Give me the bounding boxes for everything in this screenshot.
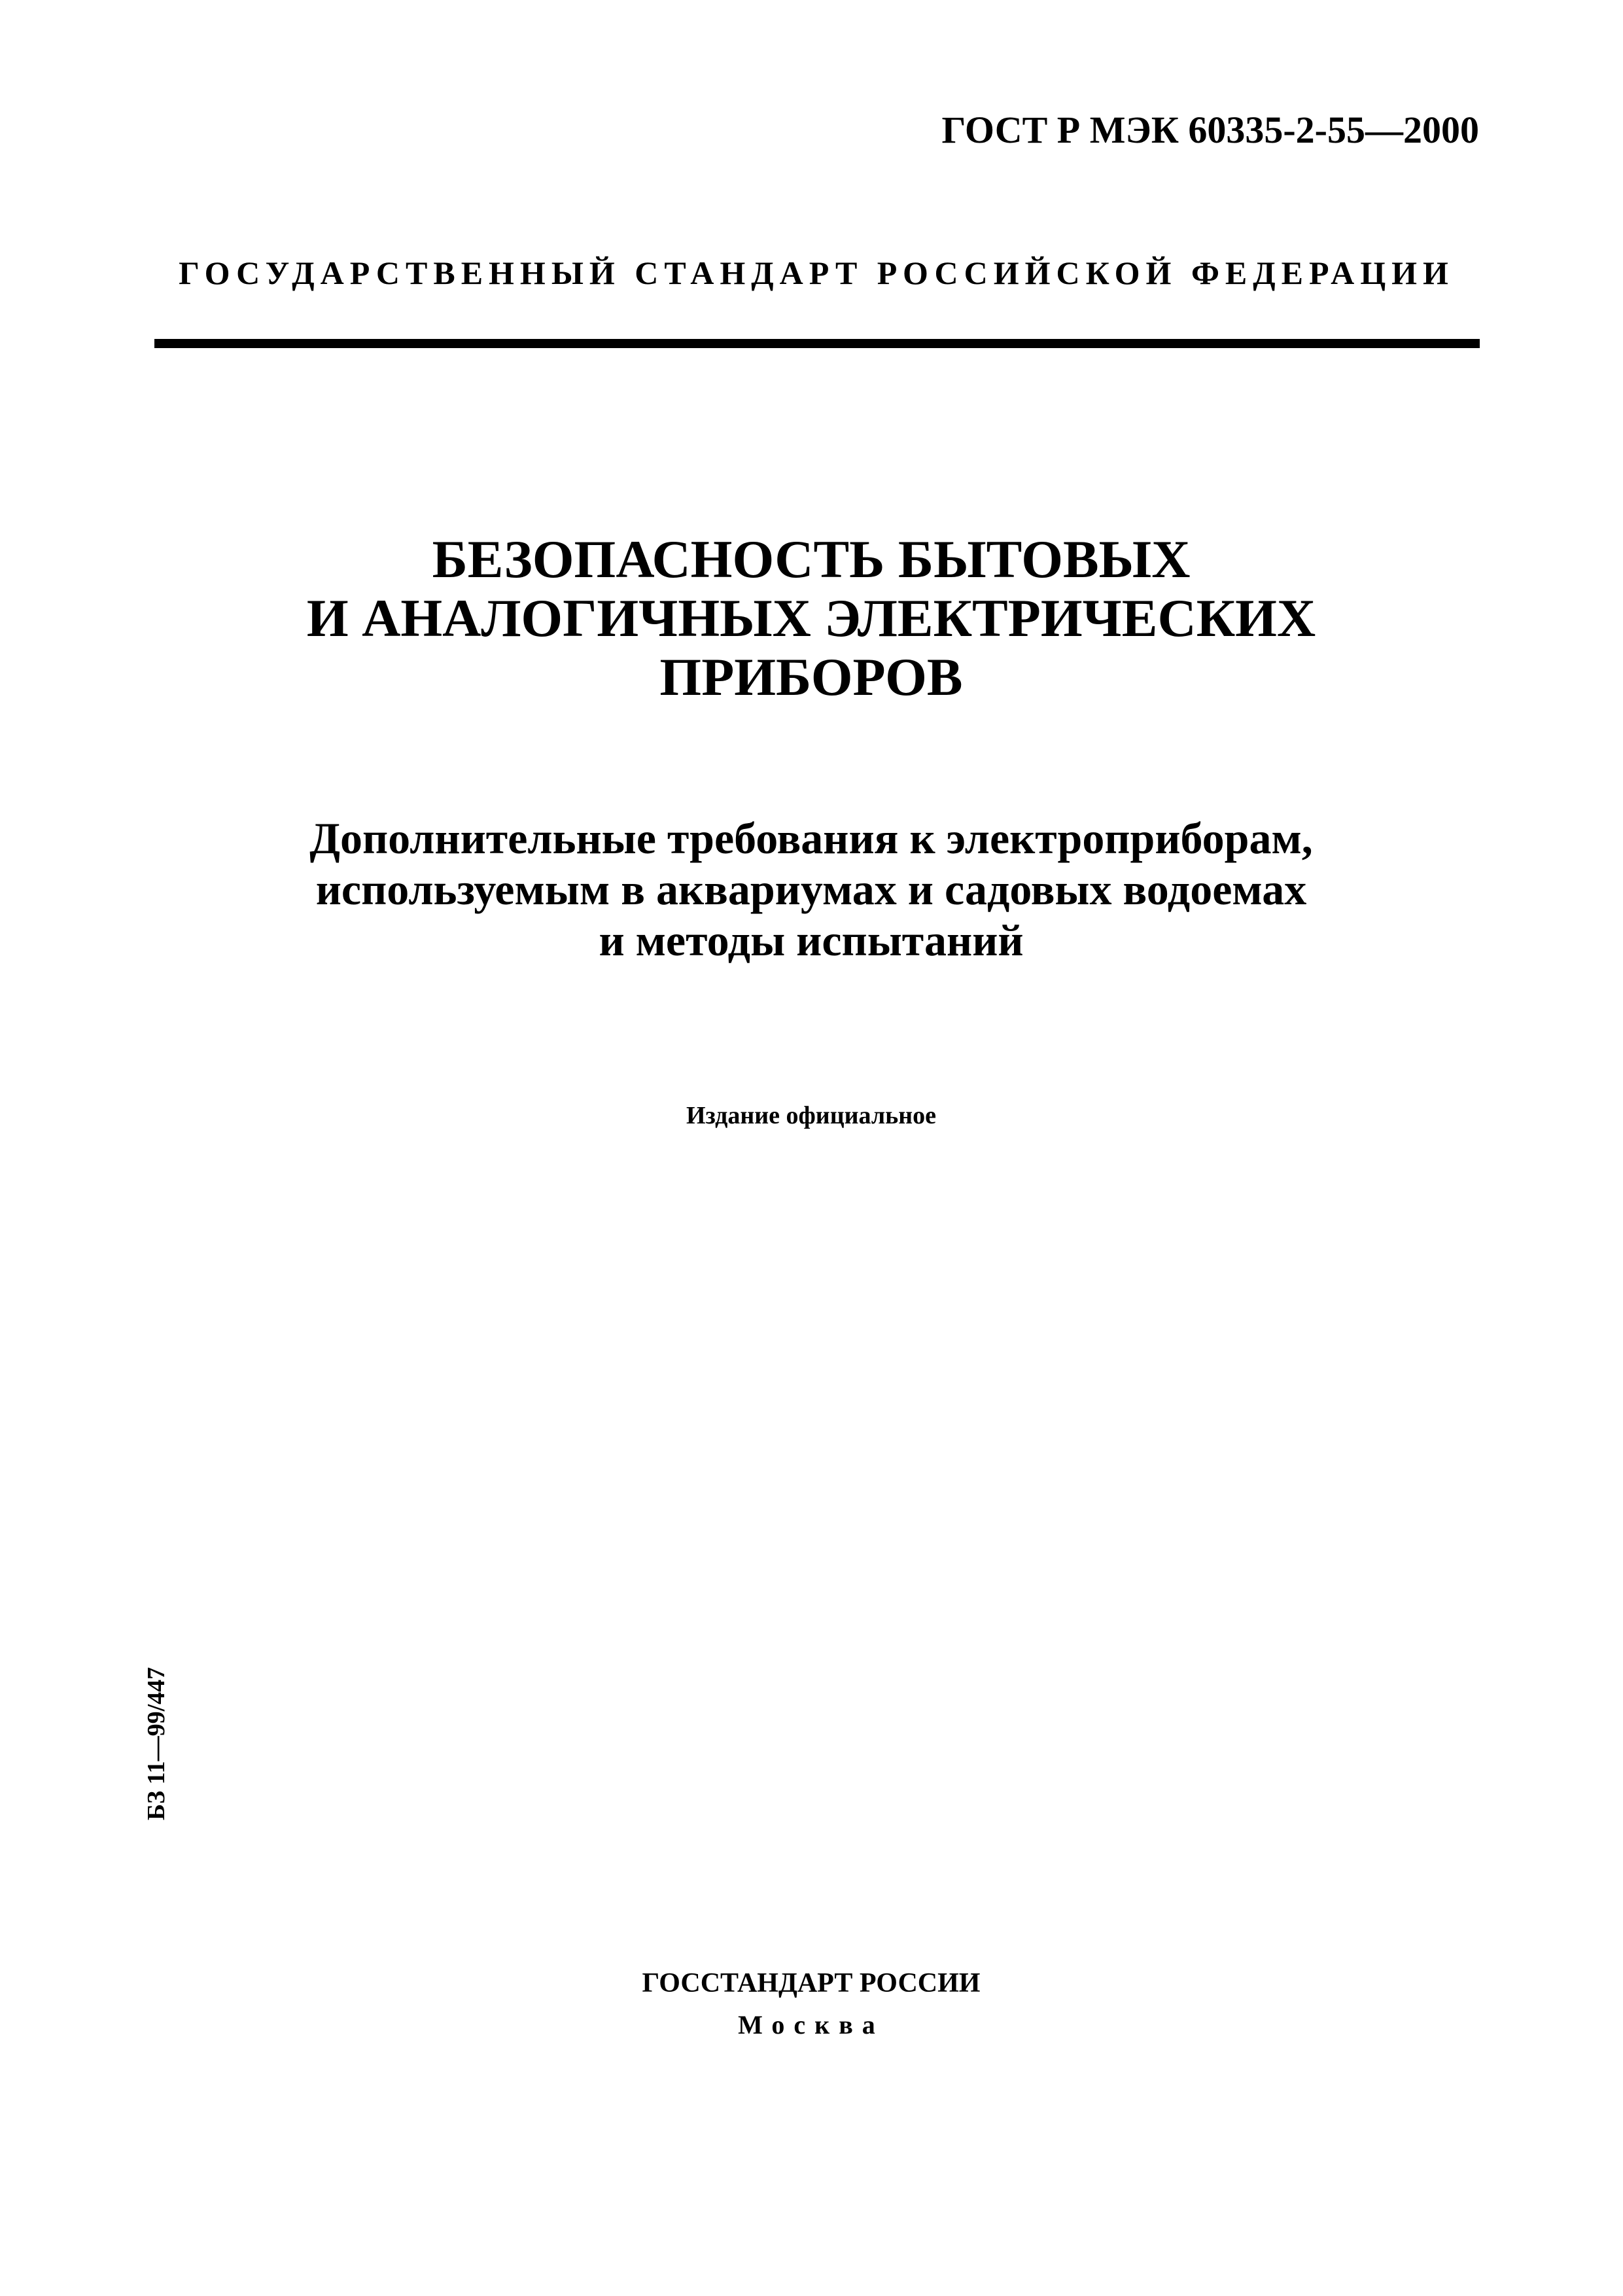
publisher: ГОССТАНДАРТ РОССИИ [642, 1968, 981, 1998]
header-rule [154, 339, 1480, 348]
subtitle-line: используемым в аквариумах и садовых водоемах [315, 864, 1307, 914]
title-line: И АНАЛОГИЧНЫХ ЭЛЕКТРИЧЕСКИХ [306, 588, 1316, 648]
side-code: БЗ 11—99/447 [143, 1667, 170, 1820]
document-subtitle [157, 813, 1465, 966]
title-line: БЕЗОПАСНОСТЬ БЫТОВЫХ [432, 529, 1191, 589]
edition-label: Издание официальное [686, 1102, 936, 1129]
document-title [157, 530, 1465, 707]
publication-city: Москва [738, 2010, 884, 2040]
standard-designation: ГОСТ Р МЭК 60335-2-55—2000 [941, 109, 1479, 151]
title-line: ПРИБОРОВ [659, 647, 963, 707]
subtitle-line: и методы испытаний [599, 915, 1024, 965]
state-standard-heading: ГОСУДАРСТВЕННЫЙ СТАНДАРТ РОССИЙСКОЙ ФЕДЕРАЦИИ [179, 255, 1454, 291]
subtitle-line: Дополнительные требования к электроприборам, [309, 813, 1313, 863]
